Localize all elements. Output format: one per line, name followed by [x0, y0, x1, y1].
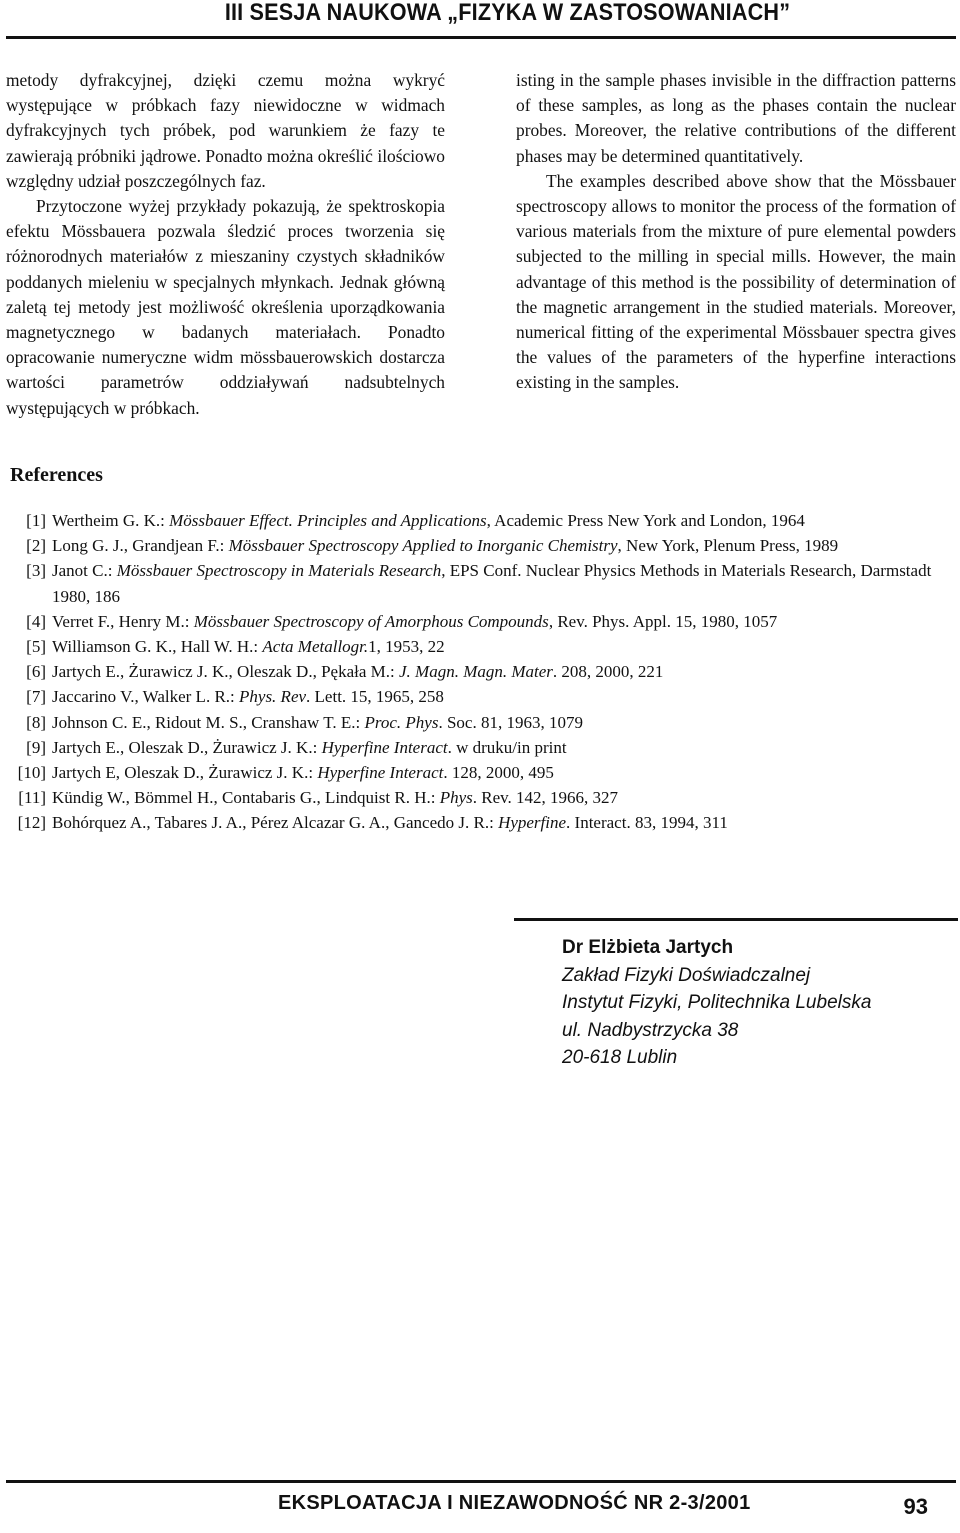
reference-title: Mössbauer Effect. Principles and Applications: [169, 511, 487, 530]
reference-title: Mössbauer Spectroscopy of Amorphous Compounds: [193, 611, 549, 631]
author-department: Zakład Fizyki Doświadczalnej: [562, 964, 811, 986]
reference-text: [52, 634, 958, 659]
reference-item: [6, 785, 958, 810]
reference-title: Hyperfine Interact: [321, 737, 448, 757]
reference-item: [6, 533, 958, 558]
reference-title: J. Magn. Magn. Mater: [398, 662, 553, 682]
reference-title: Proc. Phys: [364, 712, 439, 732]
reference-number: [9]: [26, 737, 46, 757]
reference-authors: Jartych E., Żurawicz J. K., Oleszak D., Pękała M.:: [52, 662, 399, 682]
reference-number: [12]: [17, 813, 46, 833]
right-paragraph-1: isting in the sample phases invisible in the diffraction patterns of these samples, as long as the phases contain the nuclear probes. Moreover, the relative contributions of the different phases may be determined quantitatively.: [516, 70, 956, 166]
reference-item: [6, 760, 958, 785]
reference-item: [6, 710, 958, 735]
reference-title: Mössbauer Spectroscopy Applied to Inorganic Chemistry: [228, 536, 618, 556]
reference-number: [2]: [26, 536, 46, 556]
author-rule: [514, 918, 958, 921]
reference-title: Mössbauer Spectroscopy in Materials Research: [116, 561, 442, 581]
reference-text: [52, 785, 958, 810]
author-name: Dr Elżbieta Jartych: [562, 937, 734, 958]
reference-item: [6, 735, 958, 760]
reference-details: . w druku/in print: [447, 737, 567, 757]
reference-item: [6, 659, 958, 684]
reference-number: [4]: [26, 611, 46, 631]
reference-text: [52, 609, 958, 634]
reference-details: 1, 1953, 22: [368, 637, 445, 657]
reference-details: . 208, 2000, 221: [552, 662, 664, 682]
reference-authors: Wertheim G. K.:: [52, 511, 170, 530]
reference-text: [52, 735, 958, 760]
reference-item: [6, 810, 958, 835]
reference-number: [5]: [26, 637, 46, 657]
reference-title: Hyperfine Interact: [317, 763, 444, 783]
reference-details: , EPS Conf. Nuclear Physics Methods in Materials Research, Darmstadt 1980, 186: [52, 561, 932, 606]
author-block: [562, 934, 871, 1072]
reference-authors: Kündig W., Bömmel H., Contabaris G., Lindquist R. H.:: [52, 788, 440, 808]
reference-details: , Rev. Phys. Appl. 15, 1980, 1057: [548, 611, 778, 631]
reference-authors: Long G. J., Grandjean F.:: [52, 536, 229, 556]
reference-text: [52, 533, 958, 558]
reference-number: [1]: [26, 511, 46, 530]
reference-number: [11]: [18, 788, 46, 808]
reference-authors: Williamson G. K., Hall W. H.:: [52, 637, 263, 657]
reference-title: Phys. Rev: [239, 687, 307, 707]
reference-title: Phys: [439, 788, 473, 808]
reference-item: [6, 634, 958, 659]
footer-rule: [6, 1480, 956, 1483]
reference-authors: Janot C.:: [52, 561, 117, 581]
references-list: [6, 508, 958, 836]
reference-authors: Jartych E., Oleszak D., Żurawicz J. K.:: [52, 737, 322, 757]
reference-text: [52, 710, 958, 735]
reference-number: [8]: [26, 712, 46, 732]
reference-authors: Verret F., Henry M.:: [52, 611, 194, 631]
reference-details: . 128, 2000, 495: [443, 763, 554, 783]
reference-title: Hyperfine: [498, 813, 567, 833]
reference-text: [52, 684, 958, 709]
author-institute: Instytut Fizyki, Politechnika Lubelska: [562, 992, 872, 1013]
reference-text: [52, 558, 958, 608]
right-paragraph-2: The examples described above show that the Mössbauer spectroscopy allows to monitor the process of the formation of various materials from the mixture of pure elemental powders subjected to the milling in special mills. However, the main advantage of this method is the possibility of determination of the magnetic arrangement in the studied materials. Moreover, numerical fitting of the experimental Mössbauer spectra gives the values of the parameters of the hyperfine interactions existing in the samples.: [516, 170, 956, 393]
reference-item: [6, 684, 958, 709]
reference-text: [52, 508, 958, 533]
page-number: 93: [903, 1494, 928, 1519]
reference-details: , Academic Press New York and London, 1964: [486, 511, 805, 530]
reference-details: . Lett. 15, 1965, 258: [306, 687, 444, 707]
reference-item: [6, 508, 958, 533]
reference-item: [6, 558, 958, 608]
author-city: 20-618 Lublin: [562, 1047, 678, 1068]
reference-authors: Bohórquez A., Tabares J. A., Pérez Alcazar G. A., Gancedo J. R.:: [52, 813, 499, 833]
reference-text: [52, 810, 958, 835]
reference-authors: Jartych E, Oleszak D., Żurawicz J. K.:: [52, 763, 318, 783]
reference-number: [3]: [26, 561, 46, 581]
reference-number: [6]: [26, 662, 46, 682]
header-rule: [6, 36, 956, 39]
reference-item: [6, 609, 958, 634]
left-paragraph-1: metody dyfrakcyjnej, dzięki czemu można wykryć występujące w próbkach fazy niewidoczne w widmach dyfrakcyjnych tych próbek, pod warunkiem że fazy te zawierają próbniki jądrowe. Ponadto można określić ilościowo względny udział poszczególnych faz.: [6, 70, 445, 191]
reference-text: [52, 659, 958, 684]
reference-title: Acta Metallogr.: [262, 637, 369, 657]
references-heading: References: [10, 464, 103, 486]
left-column: [6, 68, 445, 421]
reference-text: [52, 760, 958, 785]
reference-details: . Soc. 81, 1963, 1079: [438, 712, 583, 732]
left-paragraph-2: Przytoczone wyżej przykłady pokazują, że spektroskopia efektu Mössbauera pozwala śledzić proces tworzenia się różnorodnych materiałów z mieszaniny czystych składników poddanych mieleniu w specjalnych młynkach. Jednak główną zaletą tej metody jest możliwość określenia uporządkowania magnetycznego w badanych materiałach. Ponadto opracowanie numeryczne widm mössbauerowskich dostarcza wartości parametrów oddziaływań nadsubtelnych występujących w próbkach.: [6, 196, 445, 418]
reference-authors: Johnson C. E., Ridout M. S., Cranshaw T. E.:: [52, 712, 365, 732]
reference-details: . Rev. 142, 1966, 327: [472, 788, 619, 808]
running-header: [0, 0, 960, 34]
header-title: III SESJA NAUKOWA „FIZYKA W ZASTOSOWANIACH”: [224, 0, 790, 26]
author-street: ul. Nadbystrzycka 38: [562, 1019, 739, 1041]
footer-journal: EKSPLOATACJA I NIEZAWODNOŚĆ NR 2-3/2001: [278, 1492, 751, 1514]
reference-authors: Jaccarino V., Walker L. R.:: [52, 687, 240, 707]
reference-number: [7]: [26, 687, 46, 707]
right-column: [516, 68, 956, 396]
reference-number: [10]: [17, 763, 46, 783]
reference-details: , New York, Plenum Press, 1989: [617, 536, 839, 556]
reference-details: . Interact. 83, 1994, 311: [566, 813, 728, 833]
